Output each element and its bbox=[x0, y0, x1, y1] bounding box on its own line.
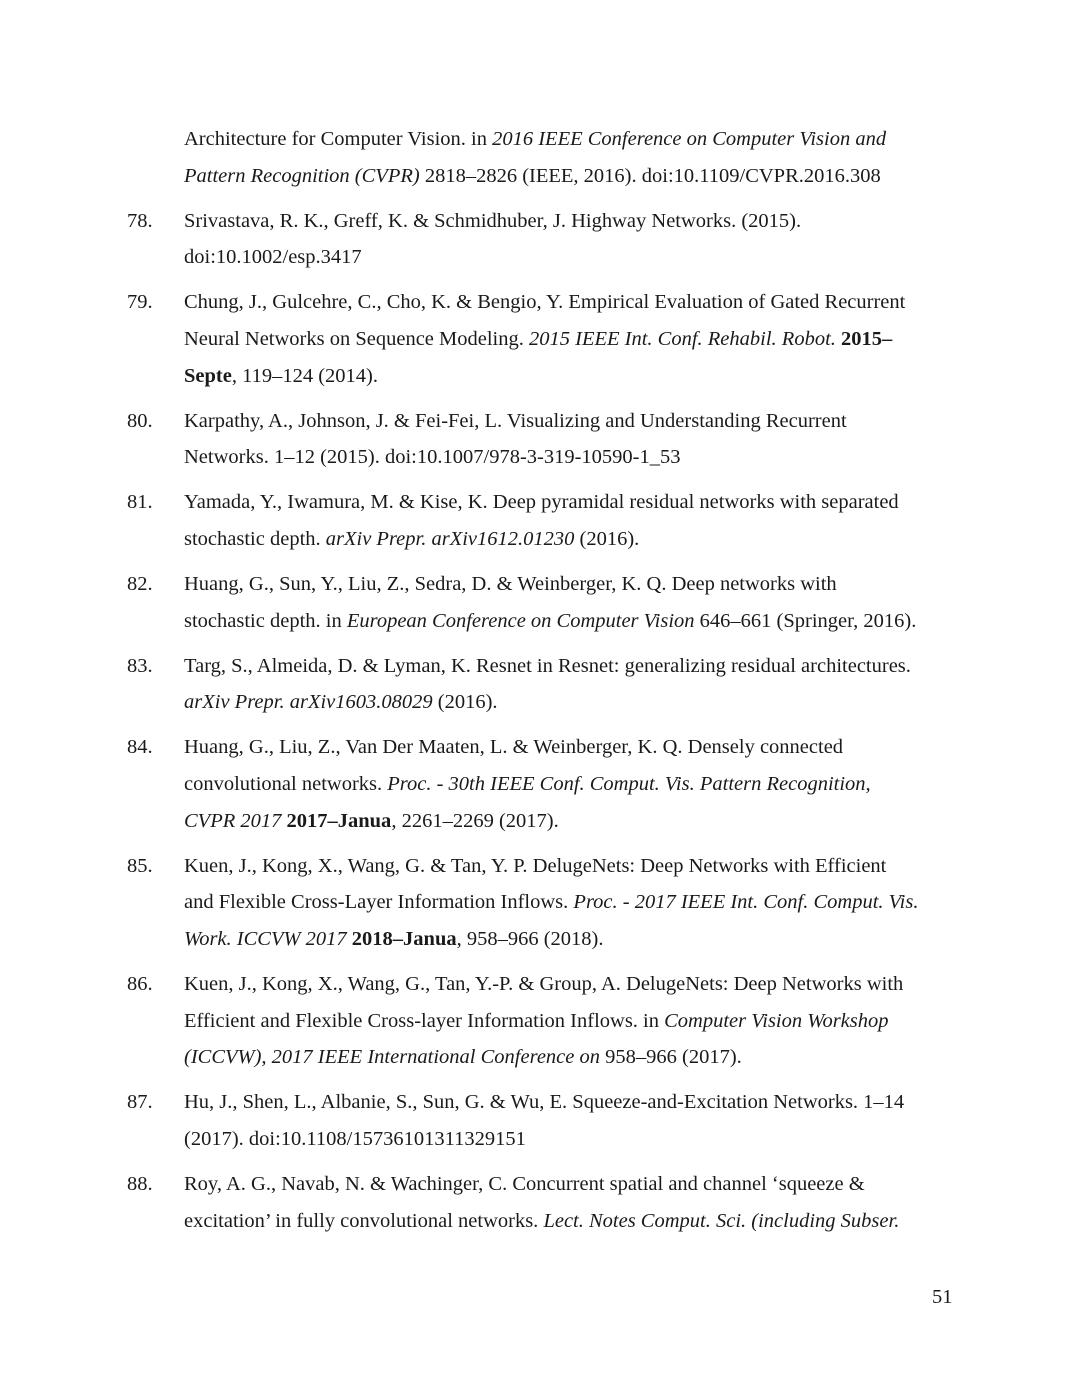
reference-text: 646–661 (Springer, 2016). bbox=[694, 609, 917, 632]
reference-text: , 2261–2269 (2017). bbox=[391, 809, 559, 832]
reference-line bbox=[184, 766, 1080, 803]
italic-text: Computer Vision Workshop bbox=[664, 1009, 889, 1032]
reference-line bbox=[184, 521, 1080, 558]
reference-line bbox=[184, 848, 1080, 885]
reference-text: (2016). bbox=[432, 691, 498, 714]
reference-entry bbox=[0, 403, 1080, 476]
reference-entry bbox=[0, 1084, 1080, 1157]
reference-text: Kuen, J., Kong, X., Wang, G. & Tan, Y. P. DelugeNets: Deep Networks with Efficient bbox=[184, 854, 887, 877]
reference-list bbox=[0, 121, 1080, 1248]
reference-line bbox=[184, 358, 1080, 395]
reference-text: convolutional networks. bbox=[184, 773, 388, 795]
reference-text: Karpathy, A., Johnson, J. & Fei-Fei, L. Visualizing and Understanding Recurrent bbox=[184, 409, 847, 432]
reference-number: 81. bbox=[127, 491, 153, 514]
reference-line bbox=[184, 566, 1080, 603]
reference-line bbox=[184, 1003, 1080, 1040]
reference-text: and Flexible Cross-Layer Information Inflows. bbox=[184, 891, 574, 914]
reference-line bbox=[184, 121, 1080, 158]
reference-text: Yamada, Y., Iwamura, M. & Kise, K. Deep pyramidal residual networks with separated bbox=[184, 491, 899, 514]
reference-number: 87. bbox=[127, 1091, 153, 1114]
bold-text: Septe bbox=[184, 364, 232, 387]
italic-text: Pattern Recognition (CVPR) bbox=[184, 164, 420, 187]
italic-text: arXiv Prepr. arXiv1612.01230 bbox=[325, 527, 575, 550]
bold-text: 2017–Janua bbox=[286, 809, 392, 832]
reference-text: Architecture for Computer Vision. in bbox=[184, 128, 493, 150]
reference-line bbox=[184, 1203, 1080, 1240]
reference-text: Kuen, J., Kong, X., Wang, G., Tan, Y.-P. & Group, A. DelugeNets: Deep Networks with bbox=[184, 972, 904, 995]
italic-text: 2015 IEEE Int. Conf. Rehabil. Robot. bbox=[529, 327, 836, 350]
reference-line bbox=[184, 239, 1080, 276]
reference-line bbox=[184, 1166, 1080, 1203]
reference-text: Efficient and Flexible Cross-layer Information Inflows. in bbox=[184, 1009, 665, 1032]
reference-entry bbox=[0, 566, 1080, 639]
reference-text: stochastic depth. in bbox=[184, 609, 347, 632]
reference-text: Srivastava, R. K., Greff, K. & Schmidhuber, J. Highway Networks. (2015). bbox=[184, 209, 802, 232]
reference-line bbox=[184, 284, 1080, 321]
reference-line bbox=[184, 158, 1080, 195]
reference-entry bbox=[0, 121, 1080, 194]
reference-entry bbox=[0, 966, 1080, 1076]
reference-number: 85. bbox=[127, 854, 153, 877]
reference-entry bbox=[0, 484, 1080, 557]
bold-text: 2015– bbox=[841, 327, 893, 350]
reference-text: Roy, A. G., Navab, N. & Wachinger, C. Concurrent spatial and channel ‘squeeze & bbox=[184, 1172, 865, 1195]
reference-text: Huang, G., Sun, Y., Liu, Z., Sedra, D. & Weinberger, K. Q. Deep networks with bbox=[184, 573, 837, 596]
italic-text: Lect. Notes Comput. Sci. (including Subser. bbox=[543, 1209, 900, 1232]
reference-text: Huang, G., Liu, Z., Van Der Maaten, L. & Weinberger, K. Q. Densely connected bbox=[184, 736, 844, 759]
italic-text: 2016 IEEE Conference on Computer Vision and bbox=[492, 128, 887, 150]
reference-text: 958–966 (2017). bbox=[600, 1046, 742, 1069]
italic-text: CVPR 2017 bbox=[184, 809, 282, 832]
reference-text: , 119–124 (2014). bbox=[231, 364, 378, 387]
reference-text: stochastic depth. bbox=[184, 527, 326, 550]
reference-line bbox=[184, 484, 1080, 521]
reference-line bbox=[184, 648, 1080, 685]
reference-line bbox=[184, 884, 1080, 921]
reference-line bbox=[184, 403, 1080, 440]
bold-text: 2018–Janua bbox=[351, 927, 457, 950]
reference-line bbox=[184, 1084, 1080, 1121]
reference-number: 88. bbox=[127, 1172, 153, 1195]
reference-number: 82. bbox=[127, 573, 153, 596]
italic-text: Proc. - 30th IEEE Conf. Comput. Vis. Pattern Recognition, bbox=[387, 773, 871, 795]
reference-number: 79. bbox=[127, 291, 153, 314]
italic-text: (ICCVW), 2017 IEEE International Conference on bbox=[184, 1046, 600, 1069]
reference-number: 78. bbox=[127, 209, 153, 232]
italic-text: Work. ICCVW 2017 bbox=[184, 927, 347, 950]
reference-line bbox=[184, 439, 1080, 476]
reference-line bbox=[184, 203, 1080, 240]
italic-text: Proc. - 2017 IEEE Int. Conf. Comput. Vis. bbox=[573, 891, 919, 914]
reference-text: Chung, J., Gulcehre, C., Cho, K. & Bengio, Y. Empirical Evaluation of Gated Recurrent bbox=[184, 291, 906, 314]
reference-entry bbox=[0, 203, 1080, 276]
reference-entry bbox=[0, 648, 1080, 721]
reference-text: (2017). doi:10.1108/15736101311329151 bbox=[184, 1127, 526, 1150]
reference-line bbox=[184, 684, 1080, 721]
reference-text: Targ, S., Almeida, D. & Lyman, K. Resnet in Resnet: generalizing residual architectures. bbox=[184, 654, 911, 677]
reference-text: excitation’ in fully convolutional networks. bbox=[184, 1209, 544, 1232]
reference-text: 2818–2826 (IEEE, 2016). doi:10.1109/CVPR.2016.308 bbox=[419, 164, 881, 187]
reference-text: Networks. 1–12 (2015). doi:10.1007/978-3-319-10590-1_53 bbox=[184, 446, 681, 469]
reference-line bbox=[184, 921, 1080, 958]
page-number: 51 bbox=[932, 1286, 953, 1308]
reference-text: , 958–966 (2018). bbox=[456, 927, 604, 950]
reference-text: Neural Networks on Sequence Modeling. bbox=[184, 327, 529, 350]
reference-number: 83. bbox=[127, 654, 153, 677]
reference-line bbox=[184, 603, 1080, 640]
reference-entry bbox=[0, 729, 1080, 839]
reference-entry bbox=[0, 1166, 1080, 1239]
reference-text: Hu, J., Shen, L., Albanie, S., Sun, G. & Wu, E. Squeeze-and-Excitation Networks. 1–14 bbox=[184, 1091, 905, 1114]
reference-entry bbox=[0, 848, 1080, 958]
reference-line bbox=[184, 321, 1080, 358]
reference-number: 86. bbox=[127, 972, 153, 995]
reference-number: 84. bbox=[127, 736, 153, 759]
reference-entry bbox=[0, 284, 1080, 394]
reference-line bbox=[184, 1121, 1080, 1158]
reference-line bbox=[184, 966, 1080, 1003]
reference-line bbox=[184, 1039, 1080, 1076]
italic-text: European Conference on Computer Vision bbox=[346, 609, 695, 632]
reference-text: (2016). bbox=[574, 527, 640, 550]
italic-text: arXiv Prepr. arXiv1603.08029 bbox=[184, 691, 433, 714]
reference-line bbox=[184, 729, 1080, 766]
reference-number: 80. bbox=[127, 409, 153, 432]
reference-text: doi:10.1002/esp.3417 bbox=[184, 246, 362, 269]
reference-line bbox=[184, 803, 1080, 840]
